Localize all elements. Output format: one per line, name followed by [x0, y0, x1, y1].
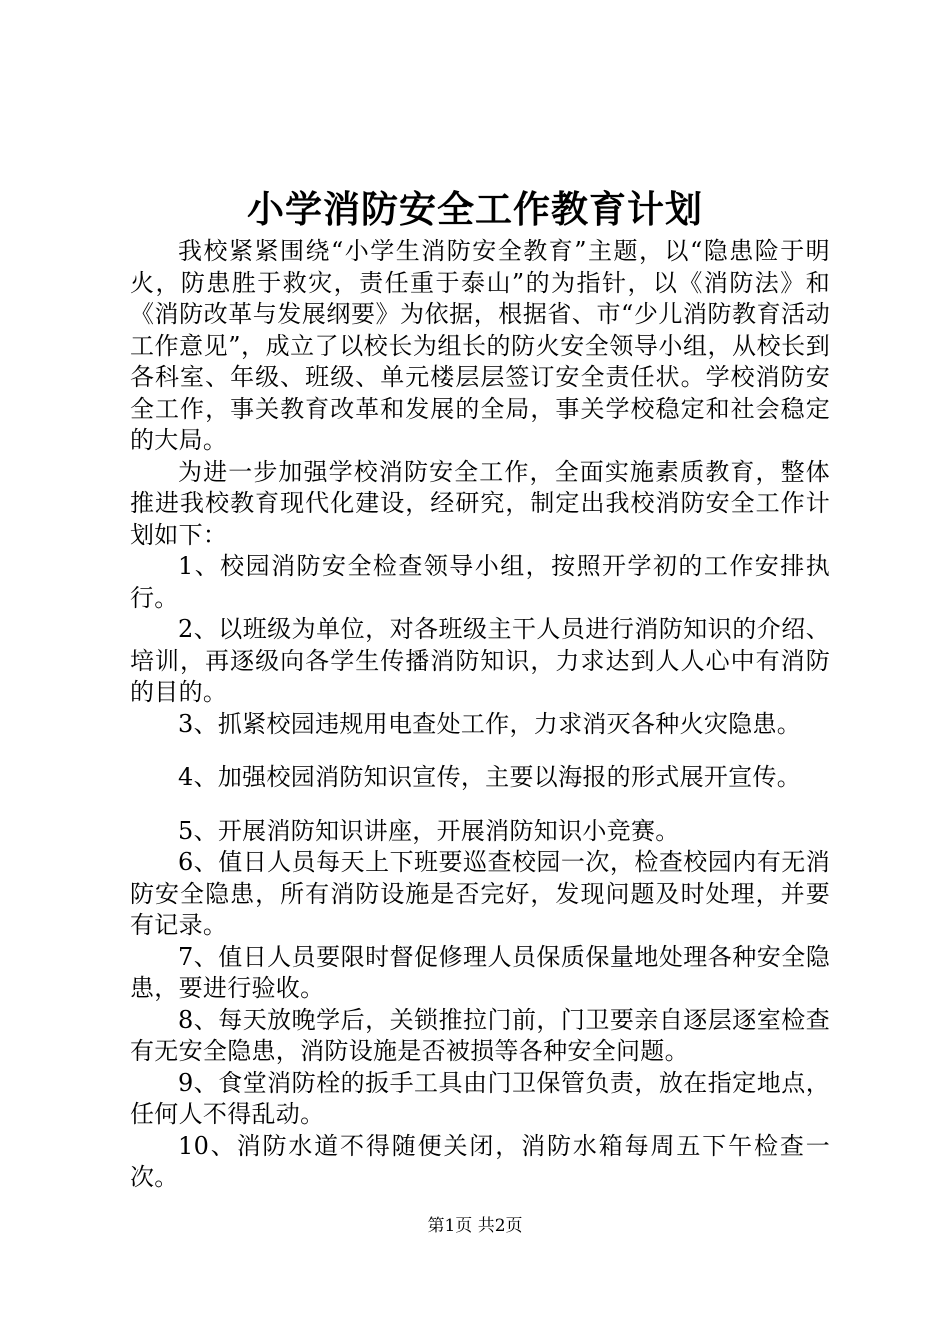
plan-item-5: 5、开展消防知识讲座，开展消防知识小竞赛。 — [178, 816, 680, 845]
document-title: 小学消防安全工作教育计划 — [247, 187, 703, 231]
plan-item-3: 3、抓紧校园违规用电查处工作，力求消灭各种火灾隐患。 — [178, 709, 802, 738]
plan-item-6: 6、值日人员每天上下班要巡查校园一次，检查校园内有无消防安全隐患，所有消防设施是否完好，发现问题及时处理，并要有记录。 — [130, 848, 830, 939]
plan-item-7: 7、值日人员要限时督促修理人员保质保量地处理各种安全隐患，要进行验收。 — [130, 942, 830, 1002]
document-body — [130, 236, 830, 1194]
page-number-footer: 第1页 共2页 — [427, 1216, 523, 1236]
plan-item-10: 10、消防水道不得随便关闭，消防水箱每周五下午检查一次。 — [130, 1131, 830, 1191]
plan-item-4: 4、加强校园消防知识宣传，主要以海报的形式展开宣传。 — [178, 763, 802, 791]
intro-paragraph: 我校紧紧围绕“小学生消防安全教育”主题，以“隐患险于明火，防患胜于救灾，责任重于泰山”的为指针，以《消防法》和《消防改革与发展纲要》为依据，根据省、市“少儿消防教育活动工作意见”，成立了以校长为组长的防火安全领导小组，从校长到各科室、年级、班级、单元楼层层签订安全责任状。学校消防安全工作，事关教育改革和发展的全局，事关学校稳定和社会稳定的大局。 — [130, 237, 830, 454]
plan-item-2: 2、以班级为单位，对各班级主干人员进行消防知识的介绍、培训，再逐级向各学生传播消防知识，力求达到人人心中有消防的目的。 — [130, 615, 830, 706]
plan-item-8: 8、每天放晚学后，关锁推拉门前，门卫要亲自逐层逐室检查有无安全隐患，消防设施是否被损等各种安全问题。 — [130, 1005, 830, 1065]
purpose-paragraph: 为进一步加强学校消防安全工作，全面实施素质教育，整体推进我校教育现代化建设，经研究，制定出我校消防安全工作计划如下： — [130, 457, 830, 549]
plan-item-1: 1、校园消防安全检查领导小组，按照开学初的工作安排执行。 — [130, 552, 830, 612]
plan-item-9: 9、食堂消防栓的扳手工具由门卫保管负责，放在指定地点，任何人不得乱动。 — [130, 1068, 830, 1128]
